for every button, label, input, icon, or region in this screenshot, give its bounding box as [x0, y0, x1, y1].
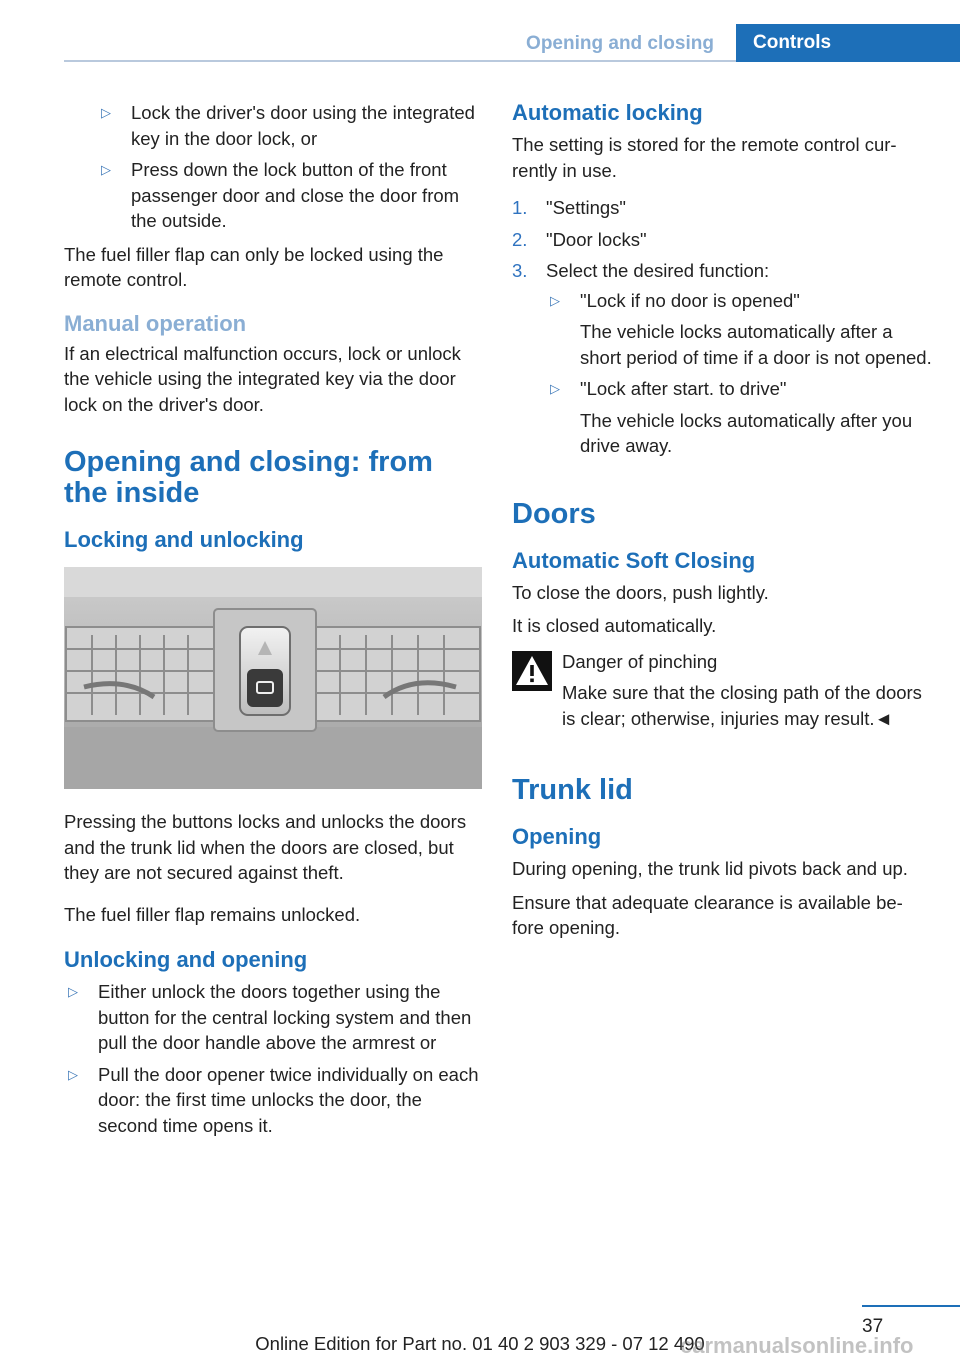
trunk-lid-heading: Trunk lid	[512, 774, 633, 806]
opening-text-1: During opening, the trunk lid pivots back and up.	[512, 858, 908, 879]
unlock-options-list	[64, 979, 482, 1138]
page-number: 37	[862, 1316, 884, 1337]
manual-operation-heading: Manual operation	[64, 310, 247, 336]
list-item: ▷ Either unlock the doors together using the button for the central locking system and then pull the door handle above the armrest or	[68, 981, 472, 1053]
list-item: ▷ Lock the driver's door using the integrated key in the door lock, or	[101, 102, 475, 149]
list-item: ▷ "Lock if no door is opened" The vehicle locks automatically after a short period of time if a door is not opened.	[550, 289, 932, 368]
list-item: ▷ Pull the door opener twice individually on each door: the first time unlocks the door, the second time opens it.	[68, 1063, 479, 1136]
doors-heading: Doors	[512, 497, 596, 530]
press-buttons-text: Pressing the buttons locks and unlocks the doors and the trunk lid when the doors are closed, but they are not secured against theft.	[64, 811, 467, 883]
automatic-locking-text: The setting is stored for the remote control cur-rently in use.	[512, 134, 897, 181]
lock-buttons-photo	[64, 567, 482, 789]
soft-closing-text-2: It is closed automatically.	[512, 615, 717, 636]
triangle-right-icon: ▷	[101, 105, 111, 120]
triangle-right-icon: ▷	[550, 292, 560, 308]
locking-unlocking-heading: Locking and unlocking	[64, 527, 304, 552]
fuel-unlocked-text: The fuel filler flap remains unlocked.	[64, 903, 361, 925]
fuel-lock-note: The fuel filler flap can only be locked using the remote control.	[64, 243, 444, 290]
list-item: 1. "Settings"	[512, 197, 626, 218]
triangle-right-icon: ▷	[68, 1066, 78, 1082]
header-chapter-tab: Controls	[736, 24, 960, 62]
settings-steps-list	[512, 195, 932, 459]
soft-closing-heading: Automatic Soft Closing	[512, 547, 756, 573]
automatic-locking-heading: Automatic locking	[512, 100, 703, 125]
manual-operation-text: If an electrical malfunction occurs, lock or unlock the vehicle using the integrated key via the door lock on the driver's door.	[64, 342, 461, 415]
edition-line: Online Edition for Part no. 01 40 2 903 329 - 07 12 490	[255, 1333, 705, 1354]
warning-text: Make sure that the closing path of the doors is clear; otherwise, injuries may result.◄	[562, 682, 922, 729]
list-item: ▷ "Lock after start. to drive" The vehicle locks automatically after you drive away.	[550, 378, 913, 456]
triangle-right-icon: ▷	[101, 162, 111, 177]
soft-closing-text-1: To close the doors, push lightly.	[512, 581, 769, 603]
list-item: 2. "Door locks"	[512, 228, 647, 250]
header-section-title: Opening and closing	[526, 33, 714, 54]
triangle-right-icon: ▷	[550, 381, 560, 396]
dashboard-vent-illustration	[64, 567, 482, 789]
list-item: 3. Select the desired function: ▷ "Lock if no door is opened" The vehicle locks automatically after a short period of time if a door is not opened. ▷ "Lock after start. to drive" The vehicle locks automatically after you drive away.	[512, 258, 932, 459]
warning-title: Danger of pinching	[562, 650, 718, 672]
footer-rule	[862, 1305, 960, 1307]
function-options-list	[546, 288, 932, 459]
list-item: ▷ Press down the lock button of the front passenger door and close the door from the outside.	[101, 159, 460, 231]
watermark: carmanualsonline.info	[680, 1333, 914, 1358]
opening-text-2: Ensure that adequate clearance is available be-fore opening.	[512, 891, 903, 938]
left-column	[64, 100, 482, 1146]
right-column	[512, 100, 932, 949]
triangle-right-icon: ▷	[68, 984, 78, 999]
inside-heading: Opening and closing: from the inside	[64, 446, 433, 509]
opening-heading: Opening	[512, 824, 602, 849]
pinching-warning	[512, 649, 932, 732]
lock-options-list	[64, 100, 482, 234]
unlocking-opening-heading: Unlocking and opening	[64, 947, 308, 972]
warning-triangle-icon	[512, 651, 552, 691]
